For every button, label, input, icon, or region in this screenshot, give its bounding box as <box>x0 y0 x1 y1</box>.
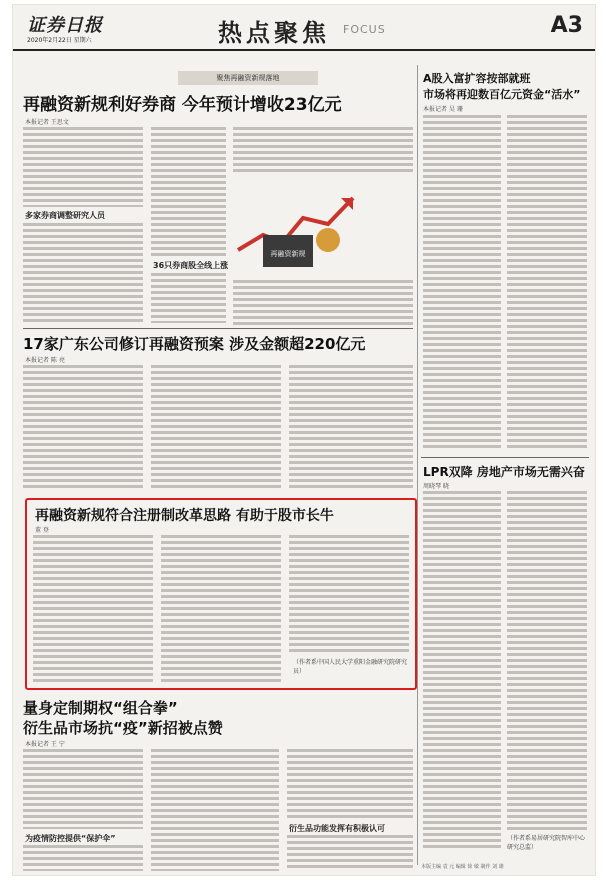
right1-byline: 本报记者 吴 珊 <box>423 106 463 113</box>
section-title-en: FOCUS <box>343 23 386 36</box>
text-column <box>23 749 143 829</box>
text-column <box>151 749 279 871</box>
text-column <box>507 115 587 450</box>
issue-date: 2020年2月22日 星期六 <box>27 37 92 44</box>
masthead <box>13 5 595 51</box>
text-column <box>23 223 143 323</box>
page-footer: 本版主编 袁 元 编辑 徐 敏 制作 刘 雄 <box>421 864 504 870</box>
right2-headline: LPR双降 房地产市场无需兴奋 <box>423 465 585 479</box>
divider <box>421 457 589 458</box>
right1-headline-1: A股入富扩容按部就班 <box>423 72 531 85</box>
illustration-caption: 再融资新规 <box>270 250 306 258</box>
text-column <box>233 280 413 325</box>
story4-byline: 本报记者 王 宁 <box>25 741 65 748</box>
text-column <box>287 749 413 819</box>
text-column <box>151 365 281 490</box>
text-column <box>23 127 143 207</box>
lead-byline: 本报记者 王思文 <box>25 119 69 126</box>
story3-headline: 再融资新规符合注册制改革思路 有助于股市长牛 <box>35 508 334 524</box>
lead-subhead-2: 36只券商股全线上涨 <box>153 261 229 270</box>
coin-icon <box>316 228 340 252</box>
story4-headline-2: 衍生品市场抗“疫”新招被点赞 <box>23 719 223 737</box>
text-column <box>161 535 281 683</box>
topic-kicker: 聚焦再融资新规落地 <box>178 71 318 85</box>
right2-byline: 周晓琴 晓 <box>423 483 449 490</box>
story4-subhead-2: 衍生品功能发挥有积极认可 <box>289 824 385 833</box>
story3-author-note: （作者系中国人民大学重阳金融研究院研究员） <box>293 659 408 675</box>
story3-byline: 董 登 <box>35 527 49 534</box>
text-column <box>289 365 413 490</box>
lead-subhead-1: 多家券商调整研究人员 <box>25 211 105 220</box>
right1-headline-2: 市场将再迎数百亿元资金“活水” <box>423 88 581 101</box>
illustration-image <box>233 180 363 275</box>
text-column <box>151 273 226 323</box>
text-column <box>423 491 501 851</box>
newspaper-page <box>12 4 596 876</box>
text-column <box>287 835 413 871</box>
page-number: A3 <box>550 13 583 38</box>
story4-headline-1: 量身定制期权“组合拳” <box>23 699 178 717</box>
text-column <box>33 535 153 683</box>
column-divider <box>417 65 418 865</box>
text-column <box>289 535 409 653</box>
story2-headline: 17家广东公司修订再融资预案 涉及金额超220亿元 <box>23 335 366 353</box>
lead-headline: 再融资新规利好券商 今年预计增收23亿元 <box>23 95 342 115</box>
story2-byline: 本报记者 陈 亮 <box>25 357 65 364</box>
newspaper-logo: 证券日报 <box>27 15 103 36</box>
text-column <box>423 115 501 450</box>
right2-author-note: （作者系易居研究院智库中心研究总监） <box>507 835 586 851</box>
text-column <box>507 491 587 831</box>
text-column <box>23 365 143 490</box>
text-column <box>151 127 226 257</box>
divider <box>23 328 413 329</box>
text-column <box>233 127 413 175</box>
section-title: 热点聚焦 <box>218 18 330 47</box>
text-column <box>23 845 143 871</box>
story4-subhead-1: 为疫情防控提供“保护伞” <box>25 834 116 843</box>
